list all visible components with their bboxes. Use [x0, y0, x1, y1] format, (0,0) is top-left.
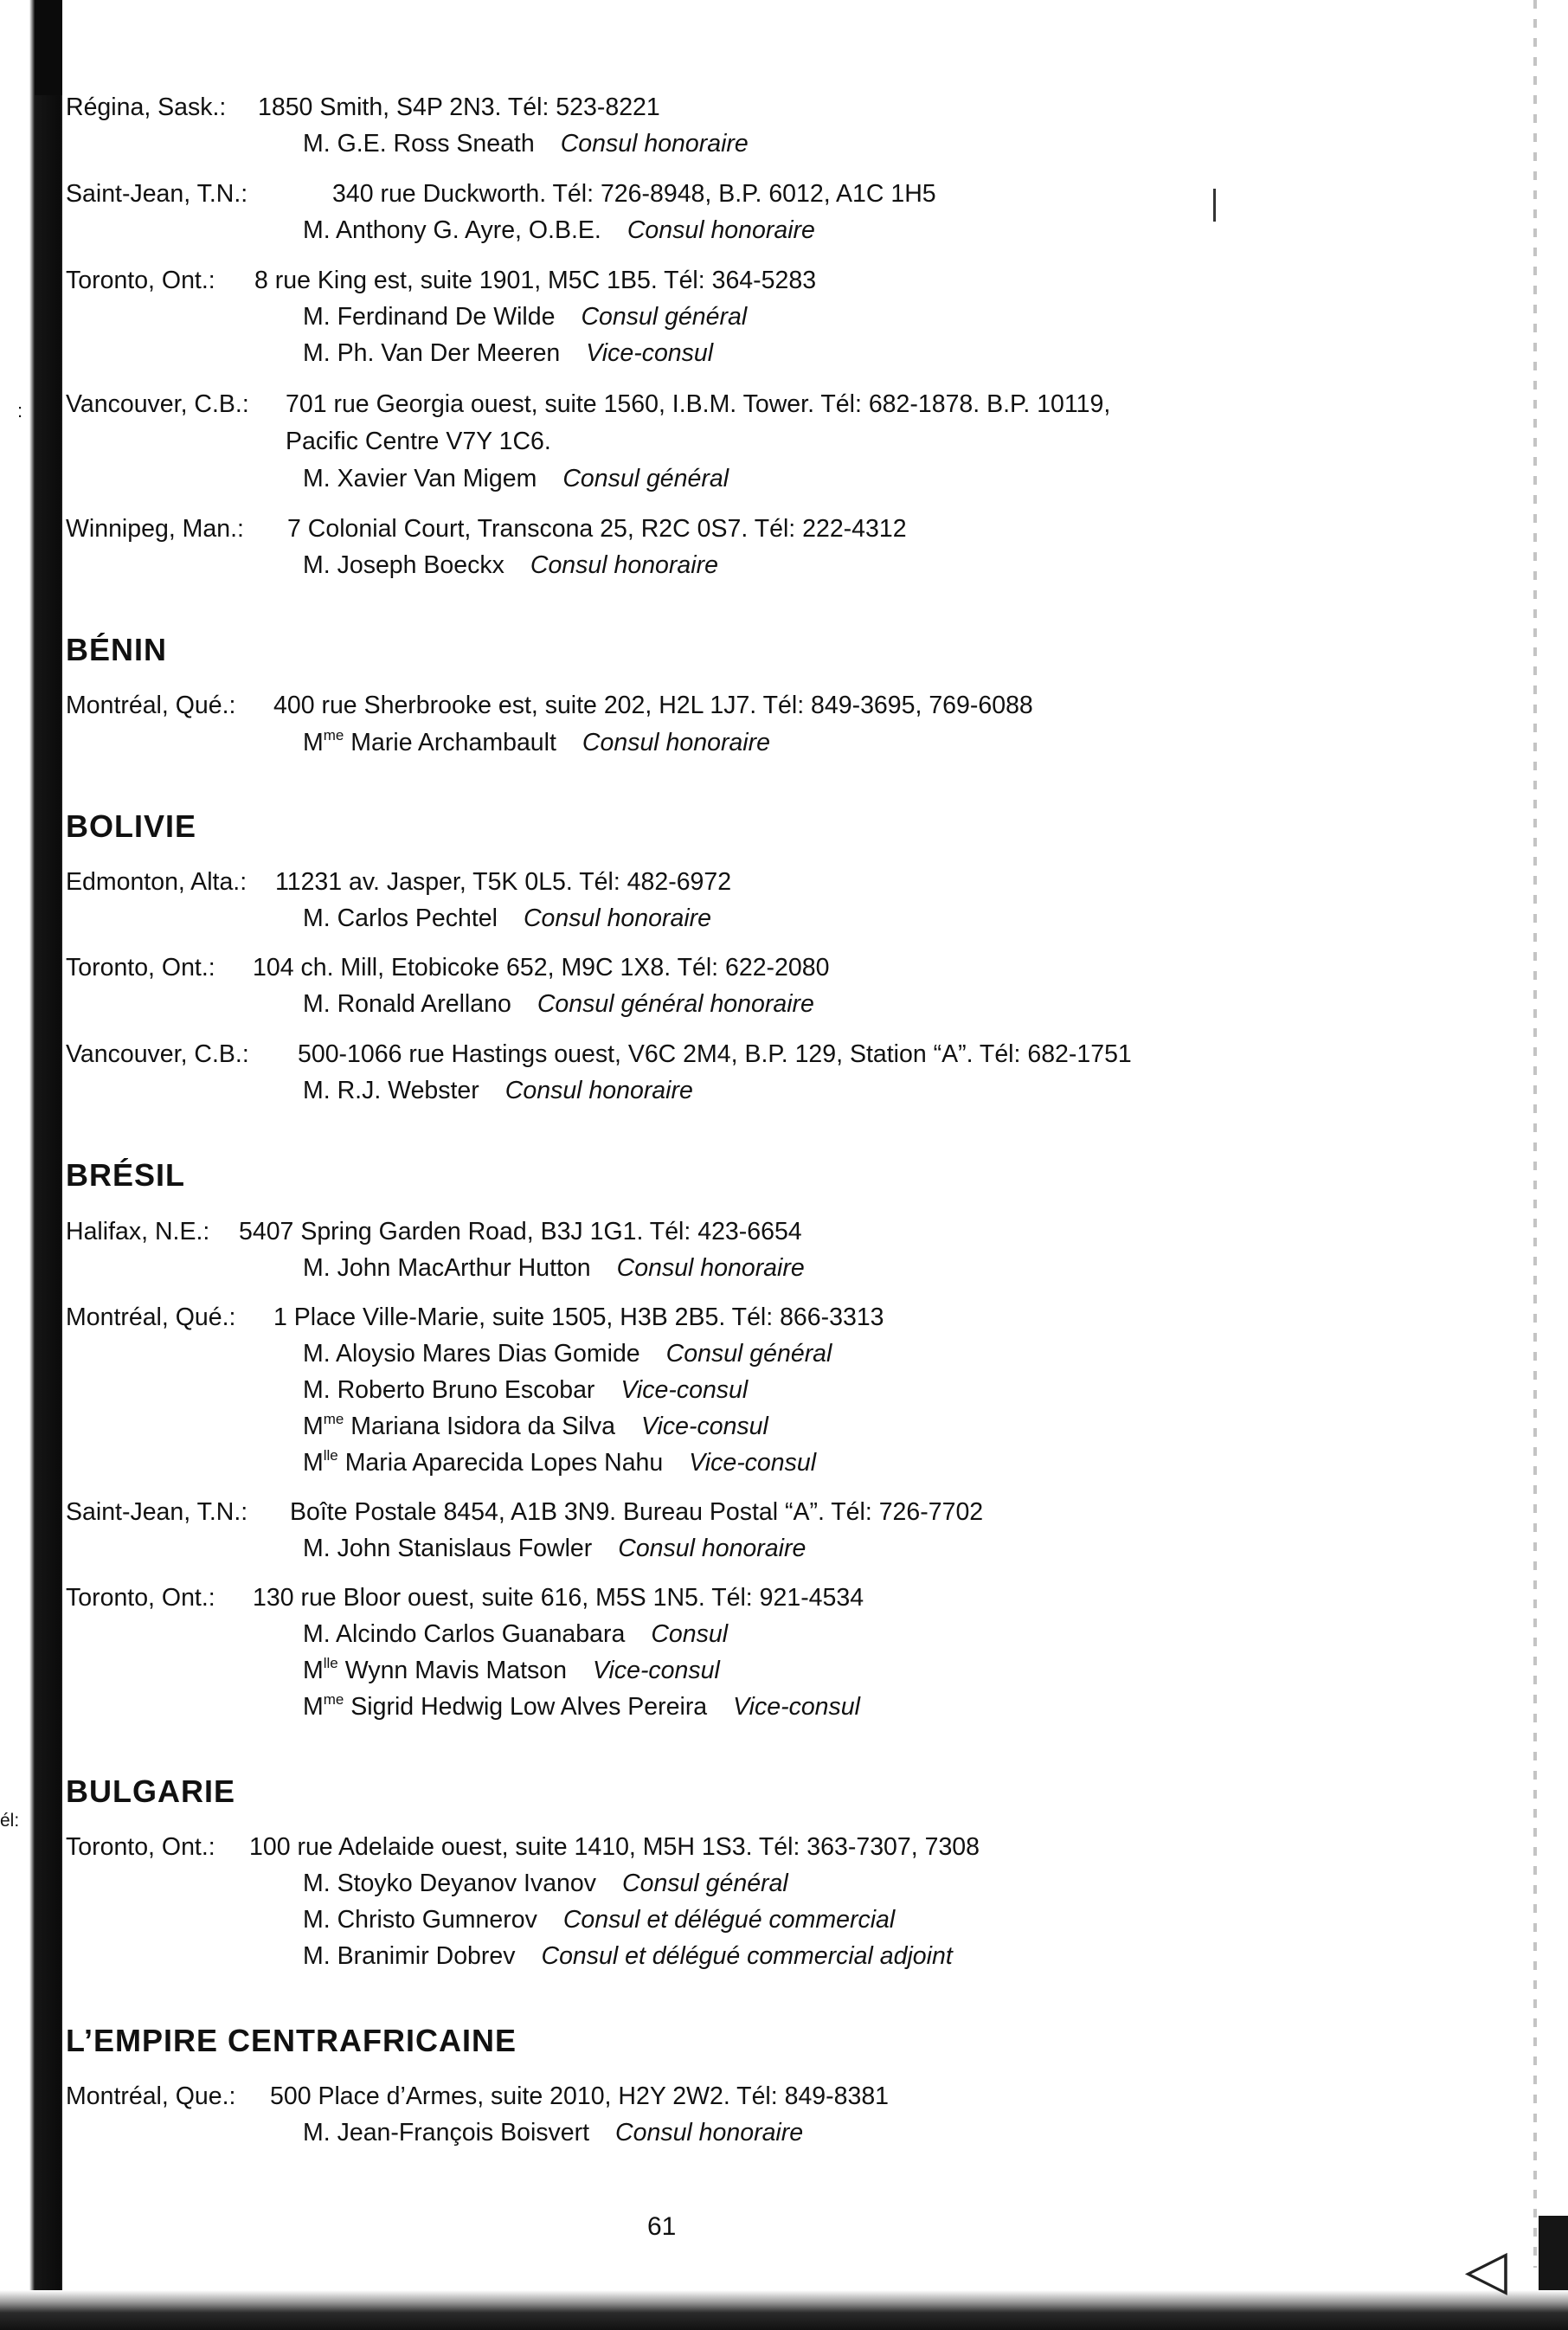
consul-entry: [303, 216, 815, 245]
person-name: Carlos Pechtel: [337, 904, 498, 932]
person-name: Roberto Bruno Escobar: [337, 1376, 595, 1404]
person-title: Consul honoraire: [560, 130, 749, 158]
consulate-city: Toronto, Ont.:: [66, 1584, 215, 1612]
person-name: John MacArthur Hutton: [337, 1254, 591, 1282]
consulate-address-line2: Pacific Centre V7Y 1C6.: [286, 428, 551, 455]
person-prefix-superscript: lle: [323, 1446, 338, 1464]
person-title: Consul honoraire: [523, 904, 711, 932]
consulate-address: 500-1066 rue Hastings ouest, V6C 2M4, B.P. 129, Station “A”. Tél: 682-1751: [298, 1040, 1132, 1068]
consulate-address: 1 Place Ville-Marie, suite 1505, H3B 2B5. Tél: 866-3313: [273, 1303, 884, 1331]
person-title: Consul honoraire: [504, 1077, 693, 1104]
person-name: Marie Archambault: [350, 729, 556, 756]
person-name: Anthony G. Ayre, O.B.E.: [336, 216, 601, 244]
person-prefix: M.: [303, 1870, 331, 1897]
consulate-city: Vancouver, C.B.:: [66, 1040, 249, 1068]
person-name: Xavier Van Migem: [337, 465, 537, 492]
consul-entry: [303, 2119, 803, 2147]
person-prefix: M.: [303, 216, 331, 244]
consulate-city: Montréal, Qué.:: [66, 1303, 236, 1331]
person-prefix-superscript: lle: [323, 1654, 338, 1671]
person-title: Consul général: [581, 303, 748, 331]
person-title: Vice-consul: [586, 339, 714, 367]
scan-right-edge: [1533, 0, 1537, 2268]
person-prefix: M: [303, 1657, 324, 1684]
scan-bottom-edge: [0, 2290, 1568, 2330]
person-name: Aloysio Mares Dias Gomide: [336, 1340, 640, 1368]
person-title: Vice-consul: [593, 1657, 720, 1684]
consulate-city: Saint-Jean, T.N.:: [66, 1498, 248, 1526]
consulate-address: 701 rue Georgia ouest, suite 1560, I.B.M. Tower. Tél: 682-1878. B.P. 10119,: [286, 390, 1111, 418]
person-prefix: M.: [303, 1942, 331, 1970]
consul-entry: [303, 1690, 860, 1722]
person-title: Consul honoraire: [618, 1535, 806, 1562]
person-prefix: M.: [303, 904, 331, 932]
person-prefix-superscript: me: [323, 1690, 344, 1708]
person-title: Consul: [651, 1620, 729, 1648]
consul-entry: [303, 1254, 805, 1283]
person-title: Vice-consul: [620, 1376, 749, 1404]
person-title: Vice-consul: [641, 1413, 768, 1440]
person-prefix: M: [303, 1413, 324, 1440]
person-title: Consul général: [622, 1870, 788, 1897]
consulate-address: 1850 Smith, S4P 2N3. Tél: 523-8221: [258, 93, 660, 121]
person-prefix: M: [303, 1449, 324, 1477]
consulate-address: 130 rue Bloor ouest, suite 616, M5S 1N5. Tél: 921-4534: [253, 1584, 864, 1612]
person-title: Consul général: [562, 465, 729, 492]
consulate-city: Toronto, Ont.:: [66, 1833, 215, 1861]
person-name: Ferdinand De Wilde: [337, 303, 556, 331]
person-prefix: M: [303, 729, 324, 756]
consulate-address: 5407 Spring Garden Road, B3J 1G1. Tél: 423-6654: [239, 1218, 802, 1245]
consul-entry: [303, 990, 814, 1019]
scan-binding-cap: [35, 0, 62, 95]
person-name: John Stanislaus Fowler: [337, 1535, 593, 1562]
person-prefix: M: [303, 1693, 324, 1721]
person-name: Sigrid Hedwig Low Alves Pereira: [350, 1693, 708, 1721]
consul-entry: [303, 1942, 953, 1971]
consul-entry: [303, 303, 747, 331]
scan-binding-edge: [0, 0, 62, 2330]
person-prefix: M.: [303, 1077, 331, 1104]
person-title: Vice-consul: [733, 1693, 860, 1721]
consulate-city: Régina, Sask.:: [66, 93, 227, 121]
person-title: Consul général honoraire: [537, 990, 814, 1018]
consul-entry: [303, 339, 713, 368]
person-name: Wynn Mavis Matson: [344, 1657, 568, 1684]
country-heading: L’EMPIRE CENTRAFRICAINE: [66, 2023, 517, 2058]
person-name: Maria Aparecida Lopes Nahu: [344, 1449, 664, 1477]
consulate-address: 11231 av. Jasper, T5K 0L5. Tél: 482-6972: [275, 868, 732, 896]
person-prefix-superscript: me: [323, 1410, 344, 1427]
person-prefix: M.: [303, 551, 331, 579]
person-name: G.E. Ross Sneath: [337, 130, 535, 158]
consulate-address: 8 rue King est, suite 1901, M5C 1B5. Tél: 364-5283: [254, 267, 817, 294]
consulate-city: Montréal, Que.:: [66, 2082, 236, 2110]
person-title: Consul et délégué commercial adjoint: [541, 1942, 953, 1970]
person-name: Jean-François Boisvert: [337, 2119, 590, 2147]
consulate-address: 340 rue Duckworth. Tél: 726-8948, B.P. 6012, A1C 1H5: [332, 180, 936, 208]
person-title: Vice-consul: [689, 1449, 817, 1477]
country-heading: BRÉSIL: [66, 1157, 186, 1193]
person-prefix: M.: [303, 130, 331, 158]
consul-entry: [303, 1870, 788, 1898]
consulate-city: Toronto, Ont.:: [66, 267, 215, 294]
consulate-address: 100 rue Adelaide ouest, suite 1410, M5H 1S3. Tél: 363-7307, 7308: [249, 1833, 980, 1861]
person-prefix: M.: [303, 339, 331, 367]
consul-entry: [303, 726, 770, 757]
person-prefix: M.: [303, 1906, 331, 1934]
page-curl-mark: ◁: [1464, 2238, 1507, 2301]
country-heading: BÉNIN: [66, 632, 168, 667]
person-name: Joseph Boeckx: [337, 551, 504, 579]
consulate-city: Toronto, Ont.:: [66, 954, 215, 982]
person-name: Christo Gumnerov: [337, 1906, 537, 1934]
page-number: 61: [647, 2212, 677, 2241]
person-prefix: M.: [303, 990, 331, 1018]
consulate-address: 104 ch. Mill, Etobicoke 652, M9C 1X8. Tél: 622-2080: [253, 954, 830, 982]
person-prefix: M.: [303, 1535, 331, 1562]
country-heading: BULGARIE: [66, 1773, 235, 1809]
consul-entry: [303, 1654, 720, 1685]
person-name: Ph. Van Der Meeren: [337, 339, 561, 367]
person-title: Consul général: [665, 1340, 832, 1368]
consulate-city: Edmonton, Alta.:: [66, 868, 247, 896]
person-name: Ronald Arellano: [337, 990, 511, 1018]
person-title: Consul honoraire: [530, 551, 718, 579]
consul-entry: [303, 1906, 895, 1934]
person-title: Consul honoraire: [582, 729, 770, 756]
consul-entry: [303, 1340, 832, 1368]
person-title: Consul honoraire: [616, 1254, 805, 1282]
person-name: Branimir Dobrev: [337, 1942, 516, 1970]
person-prefix: M.: [303, 1376, 331, 1404]
person-name: R.J. Webster: [337, 1077, 479, 1104]
person-prefix: M.: [303, 465, 331, 492]
person-name: Mariana Isidora da Silva: [350, 1413, 616, 1440]
consulate-city: Vancouver, C.B.:: [66, 390, 249, 418]
consulate-city: Halifax, N.E.:: [66, 1218, 210, 1245]
consul-entry: [303, 1410, 768, 1441]
person-name: Alcindo Carlos Guanabara: [336, 1620, 626, 1648]
consulate-address: Boîte Postale 8454, A1B 3N9. Bureau Postal “A”. Tél: 726-7702: [290, 1498, 984, 1526]
person-prefix: M.: [303, 1340, 331, 1368]
consulate-city: Montréal, Qué.:: [66, 692, 236, 719]
stray-mark: [1213, 189, 1216, 222]
person-prefix: M.: [303, 303, 331, 331]
consulate-address: 7 Colonial Court, Transcona 25, R2C 0S7. Tél: 222-4312: [287, 515, 907, 543]
consulate-city: Winnipeg, Man.:: [66, 515, 244, 543]
consul-entry: [303, 1620, 728, 1649]
consulate-city: Saint-Jean, T.N.:: [66, 180, 248, 208]
person-name: Stoyko Deyanov Ivanov: [337, 1870, 597, 1897]
consul-entry: [303, 130, 749, 158]
person-prefix-superscript: me: [323, 726, 344, 743]
consul-entry: [303, 551, 718, 580]
consul-entry: [303, 1077, 693, 1105]
consul-entry: [303, 1446, 817, 1477]
consulate-address: 500 Place d’Armes, suite 2010, H2Y 2W2. Tél: 849-8381: [270, 2082, 890, 2110]
person-title: Consul honoraire: [615, 2119, 804, 2147]
person-prefix: M.: [303, 1254, 331, 1282]
person-title: Consul et délégué commercial: [562, 1906, 896, 1934]
consulate-address: 400 rue Sherbrooke est, suite 202, H2L 1J7. Tél: 849-3695, 769-6088: [273, 692, 1033, 719]
consul-entry: [303, 904, 711, 933]
consul-entry: [303, 1376, 748, 1405]
person-prefix: M.: [303, 1620, 331, 1648]
margin-mark: :: [17, 400, 23, 422]
person-title: Consul honoraire: [627, 216, 815, 244]
consul-entry: [303, 465, 729, 493]
country-heading: BOLIVIE: [66, 808, 197, 844]
consul-entry: [303, 1535, 806, 1563]
margin-stray-text: él:: [0, 1811, 20, 1831]
person-prefix: M.: [303, 2119, 331, 2147]
